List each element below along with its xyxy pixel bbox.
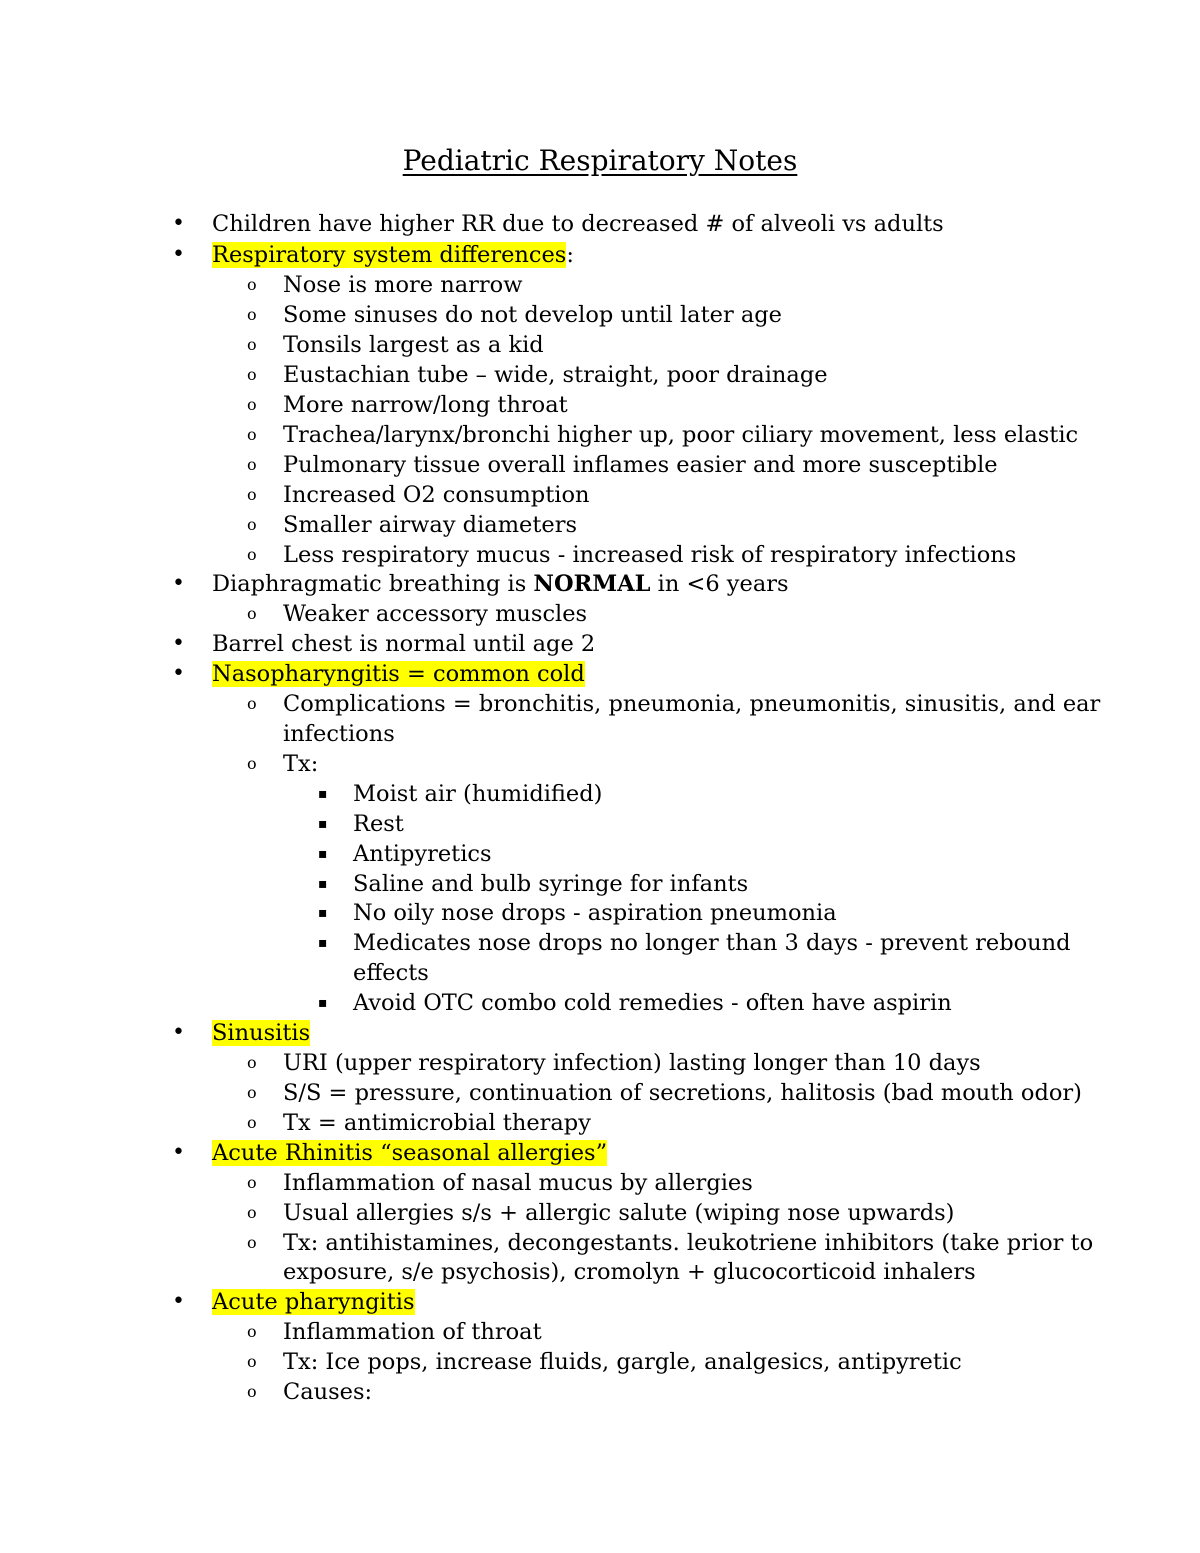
highlighted-text: Acute Rhinitis “seasonal allergies” — [212, 1140, 608, 1166]
square-bullet-icon: ▪ — [318, 905, 328, 921]
sub-bullet-icon: o — [247, 365, 257, 384]
sub-bullet-icon: o — [247, 455, 257, 474]
list-item-continuation: effects — [353, 960, 429, 986]
sub-bullet-icon: o — [247, 545, 257, 564]
list-item-text: Diaphragmatic breathing is — [212, 571, 534, 597]
list-item: No oily nose drops - aspiration pneumonia — [353, 900, 837, 926]
list-item: Smaller airway diameters — [283, 512, 578, 538]
list-item: Saline and bulb syringe for infants — [353, 871, 749, 897]
list-item-continuation: exposure, s/e psychosis), cromolyn + glucocorticoid inhalers — [283, 1259, 976, 1285]
list-item — [212, 240, 574, 270]
list-item: S/S = pressure, continuation of secretions, halitosis (bad mouth odor) — [283, 1080, 1082, 1106]
sub-bullet-icon: o — [247, 335, 257, 354]
square-bullet-icon: ▪ — [318, 935, 328, 951]
list-item: Inflammation of throat — [283, 1319, 542, 1345]
list-item: Antipyretics — [353, 841, 492, 867]
list-item: Weaker accessory muscles — [283, 601, 588, 627]
list-item: Less respiratory mucus - increased risk of respiratory infections — [283, 542, 1017, 568]
list-item: Moist air (humidified) — [353, 781, 603, 807]
page-title — [0, 144, 1200, 178]
bullet-icon: • — [172, 661, 185, 686]
list-item: URI (upper respiratory infection) lasting longer than 10 days — [283, 1050, 981, 1076]
sub-bullet-icon: o — [247, 694, 257, 713]
page-title-text: Pediatric Respiratory Notes — [402, 144, 798, 177]
list-item: Children have higher RR due to decreased # of alveoli vs adults — [212, 211, 944, 237]
sub-bullet-icon: o — [247, 515, 257, 534]
list-item: Usual allergies s/s + allergic salute (wiping nose upwards) — [283, 1200, 955, 1226]
list-item: Medicates nose drops no longer than 3 days - prevent rebound — [353, 930, 1071, 956]
list-item: Tx = antimicrobial therapy — [283, 1110, 591, 1136]
square-bullet-icon: ▪ — [318, 786, 328, 802]
highlighted-text: Respiratory system differences — [212, 242, 567, 268]
sub-bullet-icon: o — [247, 1083, 257, 1102]
sub-bullet-icon: o — [247, 1113, 257, 1132]
sub-bullet-icon: o — [247, 1203, 257, 1222]
sub-bullet-icon: o — [247, 1382, 257, 1401]
list-item — [212, 659, 585, 689]
list-item: Trachea/larynx/bronchi higher up, poor ciliary movement, less elastic — [283, 422, 1079, 448]
list-item — [212, 569, 789, 599]
sub-bullet-icon: o — [247, 1053, 257, 1072]
list-item: Barrel chest is normal until age 2 — [212, 631, 596, 657]
list-item: Increased O2 consumption — [283, 482, 590, 508]
square-bullet-icon: ▪ — [318, 816, 328, 832]
list-item: Eustachian tube – wide, straight, poor drainage — [283, 362, 828, 388]
sub-bullet-icon: o — [247, 604, 257, 623]
sub-bullet-icon: o — [247, 1322, 257, 1341]
list-item: Pulmonary tissue overall inflames easier and more susceptible — [283, 452, 998, 478]
sub-bullet-icon: o — [247, 1352, 257, 1371]
bullet-icon: • — [172, 211, 185, 236]
list-item: Some sinuses do not develop until later age — [283, 302, 782, 328]
bullet-icon: • — [172, 571, 185, 596]
bold-text: NORMAL — [533, 571, 651, 597]
list-item-continuation: infections — [283, 721, 395, 747]
list-item: Nose is more narrow — [283, 272, 523, 298]
bullet-icon: • — [172, 242, 185, 267]
highlighted-text: Nasopharyngitis = common cold — [212, 661, 585, 687]
list-item — [212, 1018, 310, 1048]
bullet-icon: • — [172, 1140, 185, 1165]
sub-bullet-icon: o — [247, 485, 257, 504]
list-item-text: in <6 years — [650, 571, 789, 597]
square-bullet-icon: ▪ — [318, 876, 328, 892]
highlighted-text: Acute pharyngitis — [212, 1289, 415, 1315]
sub-bullet-icon: o — [247, 275, 257, 294]
list-item: Tx: antihistamines, decongestants. leukotriene inhibitors (take prior to — [283, 1230, 1094, 1256]
list-item-text: : — [566, 242, 574, 268]
list-item — [212, 1138, 607, 1168]
list-item: Tx: Ice pops, increase fluids, gargle, analgesics, antipyretic — [283, 1349, 962, 1375]
bullet-icon: • — [172, 631, 185, 656]
list-item: Rest — [353, 811, 404, 837]
square-bullet-icon: ▪ — [318, 995, 328, 1011]
sub-bullet-icon: o — [247, 425, 257, 444]
list-item — [212, 1287, 415, 1317]
list-item: Tx: — [283, 751, 319, 777]
list-item: Tonsils largest as a kid — [283, 332, 544, 358]
sub-bullet-icon: o — [247, 305, 257, 324]
list-item: Causes: — [283, 1379, 373, 1405]
list-item: Avoid OTC combo cold remedies - often have aspirin — [353, 990, 952, 1016]
bullet-icon: • — [172, 1020, 185, 1045]
list-item: More narrow/long throat — [283, 392, 568, 418]
sub-bullet-icon: o — [247, 1173, 257, 1192]
list-item: Inflammation of nasal mucus by allergies — [283, 1170, 753, 1196]
bullet-icon: • — [172, 1289, 185, 1314]
square-bullet-icon: ▪ — [318, 846, 328, 862]
sub-bullet-icon: o — [247, 754, 257, 773]
list-item: Complications = bronchitis, pneumonia, pneumonitis, sinusitis, and ear — [283, 691, 1101, 717]
sub-bullet-icon: o — [247, 395, 257, 414]
highlighted-text: Sinusitis — [212, 1020, 311, 1046]
sub-bullet-icon: o — [247, 1233, 257, 1252]
